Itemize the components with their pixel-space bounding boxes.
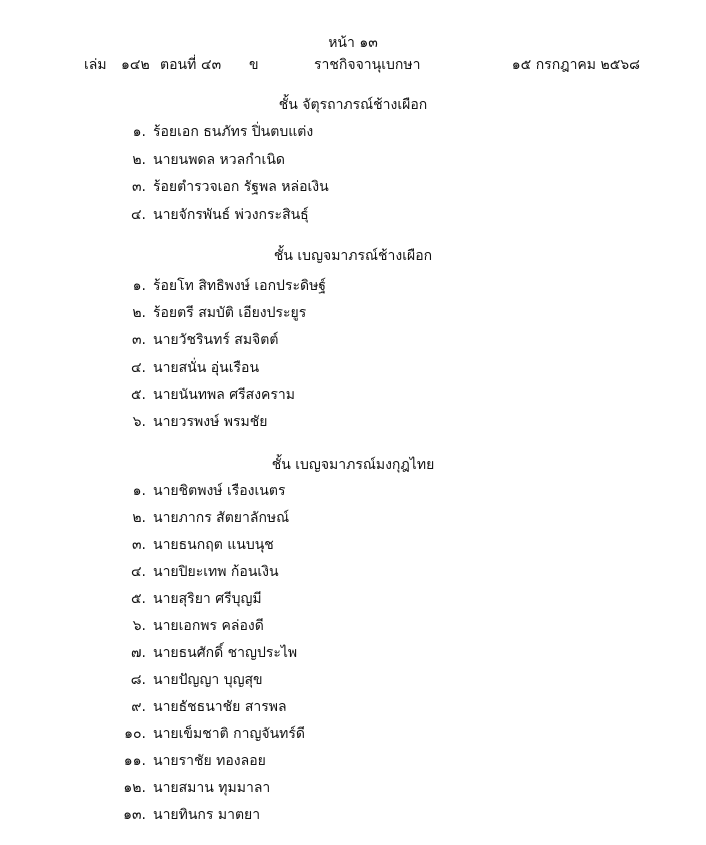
list-item-number: ๓.: [131, 179, 146, 195]
list-item-number: ๒.: [132, 510, 146, 526]
issue-label: ตอนที่: [160, 57, 197, 73]
list-item-number: ๓.: [131, 537, 146, 553]
list-item: [0, 724, 706, 744]
list-item-number: ๑.: [132, 483, 146, 499]
issue-part: ข: [249, 57, 259, 73]
list-item-name: นายนพดล หวลกำเนิด: [153, 152, 286, 168]
list-item-name: นายสมาน ทุมมาลา: [153, 780, 271, 796]
list-item-name: นายสนั่น อุ่นเรือน: [153, 360, 260, 376]
list-item: [0, 805, 706, 825]
list-item: [0, 412, 706, 432]
list-item: [0, 177, 706, 197]
list-item-number: ๑๐.: [124, 726, 146, 742]
list-item-name: นายธนศักดิ์ ชาญประไพ: [153, 645, 298, 661]
list-item: [0, 303, 706, 323]
list-item: [0, 643, 706, 663]
list-item-number: ๑.: [132, 124, 146, 140]
list-item-name: นายวัชรินทร์ สมจิตต์: [153, 332, 279, 348]
list-item: [0, 670, 706, 690]
list-item-name: นายสุริยา ศรีบุญมี: [153, 591, 262, 607]
list-item: [0, 778, 706, 798]
list-item-number: ๗.: [131, 645, 146, 661]
list-item-name: นายปัญญา บุญสุข: [153, 672, 263, 688]
issue-number: ๔๓: [201, 57, 222, 73]
list-item: [0, 562, 706, 582]
section-title: ชั้น เบญจมาภรณ์มงกุฎไทย: [271, 457, 435, 473]
list-item: [0, 276, 706, 296]
list-item-name: นายธนกฤต แนบนุช: [153, 537, 274, 553]
list-item-name: นายวรพงษ์ พรมชัย: [153, 414, 268, 430]
list-item-number: ๙.: [131, 699, 146, 715]
section-title: ชั้น เบญจมาภรณ์ช้างเผือก: [273, 248, 433, 264]
list-item: [0, 508, 706, 528]
list-item: [0, 358, 706, 378]
list-item-name: ร้อยตำรวจเอก รัฐพล หล่อเงิน: [153, 179, 329, 195]
list-item-number: ๔.: [130, 207, 146, 223]
book-number: ๑๔๒: [121, 57, 150, 73]
list-item: [0, 589, 706, 609]
list-item-name: นายนันทพล ศรีสงคราม: [153, 387, 296, 403]
list-item: [0, 150, 706, 170]
list-item-number: ๘.: [130, 672, 146, 688]
list-item-name: นายทินกร มาตยา: [153, 807, 261, 823]
list-item-name: นายจักรพันธ์ พ่วงกระสินธุ์: [153, 207, 309, 223]
list-item-name: นายราชัย ทองลอย: [153, 753, 266, 769]
list-item-number: ๑๑.: [123, 753, 146, 769]
list-item-name: นายชิตพงษ์ เรืองเนตร: [153, 483, 286, 499]
list-item: [0, 122, 706, 142]
list-item-number: ๓.: [131, 332, 146, 348]
list-item-name: นายภากร สัตยาลักษณ์: [153, 510, 290, 526]
list-item-number: ๒.: [132, 152, 146, 168]
list-item-number: ๕.: [130, 591, 146, 607]
list-item-number: ๒.: [132, 305, 146, 321]
publication-date: ๑๕ กรกฎาคม ๒๕๖๘: [511, 57, 640, 73]
list-item-number: ๕.: [130, 387, 146, 403]
list-item: [0, 481, 706, 501]
list-item: [0, 535, 706, 555]
list-item-name: นายธัชธนาชัย สารพล: [153, 699, 287, 715]
publication-title: ราชกิจจานุเบกษา: [314, 57, 421, 73]
list-item-name: ร้อยตรี สมบัติ เอียงประยูร: [153, 305, 307, 321]
list-item: [0, 751, 706, 771]
list-item: [0, 616, 706, 636]
list-item-number: ๑๒.: [123, 780, 146, 796]
list-item-number: ๖.: [132, 618, 146, 634]
list-item-name: ร้อยเอก ธนภัทร ปิ่นตบแต่ง: [153, 124, 314, 140]
list-item-number: ๔.: [130, 564, 146, 580]
list-item: [0, 385, 706, 405]
list-item-name: นายเอกพร คล่องดี: [153, 618, 264, 634]
list-item-number: ๔.: [130, 360, 146, 376]
book-label: เล่ม: [84, 57, 107, 73]
list-item: [0, 697, 706, 717]
section-title: ชั้น จัตุรถาภรณ์ช้างเผือก: [278, 97, 428, 113]
list-item: [0, 205, 706, 225]
list-item-number: ๑๓.: [123, 807, 146, 823]
list-item-number: ๖.: [132, 414, 146, 430]
list-item-name: ร้อยโท สิทธิพงษ์ เอกประดิษฐ์: [153, 278, 327, 294]
list-item-name: นายเข็มชาติ กาญจันทร์ดี: [153, 726, 306, 742]
page-number: หน้า ๑๓: [328, 35, 378, 51]
list-item-number: ๑.: [132, 278, 146, 294]
list-item: [0, 330, 706, 350]
list-item-name: นายปิยะเทพ ก้อนเงิน: [153, 564, 279, 580]
